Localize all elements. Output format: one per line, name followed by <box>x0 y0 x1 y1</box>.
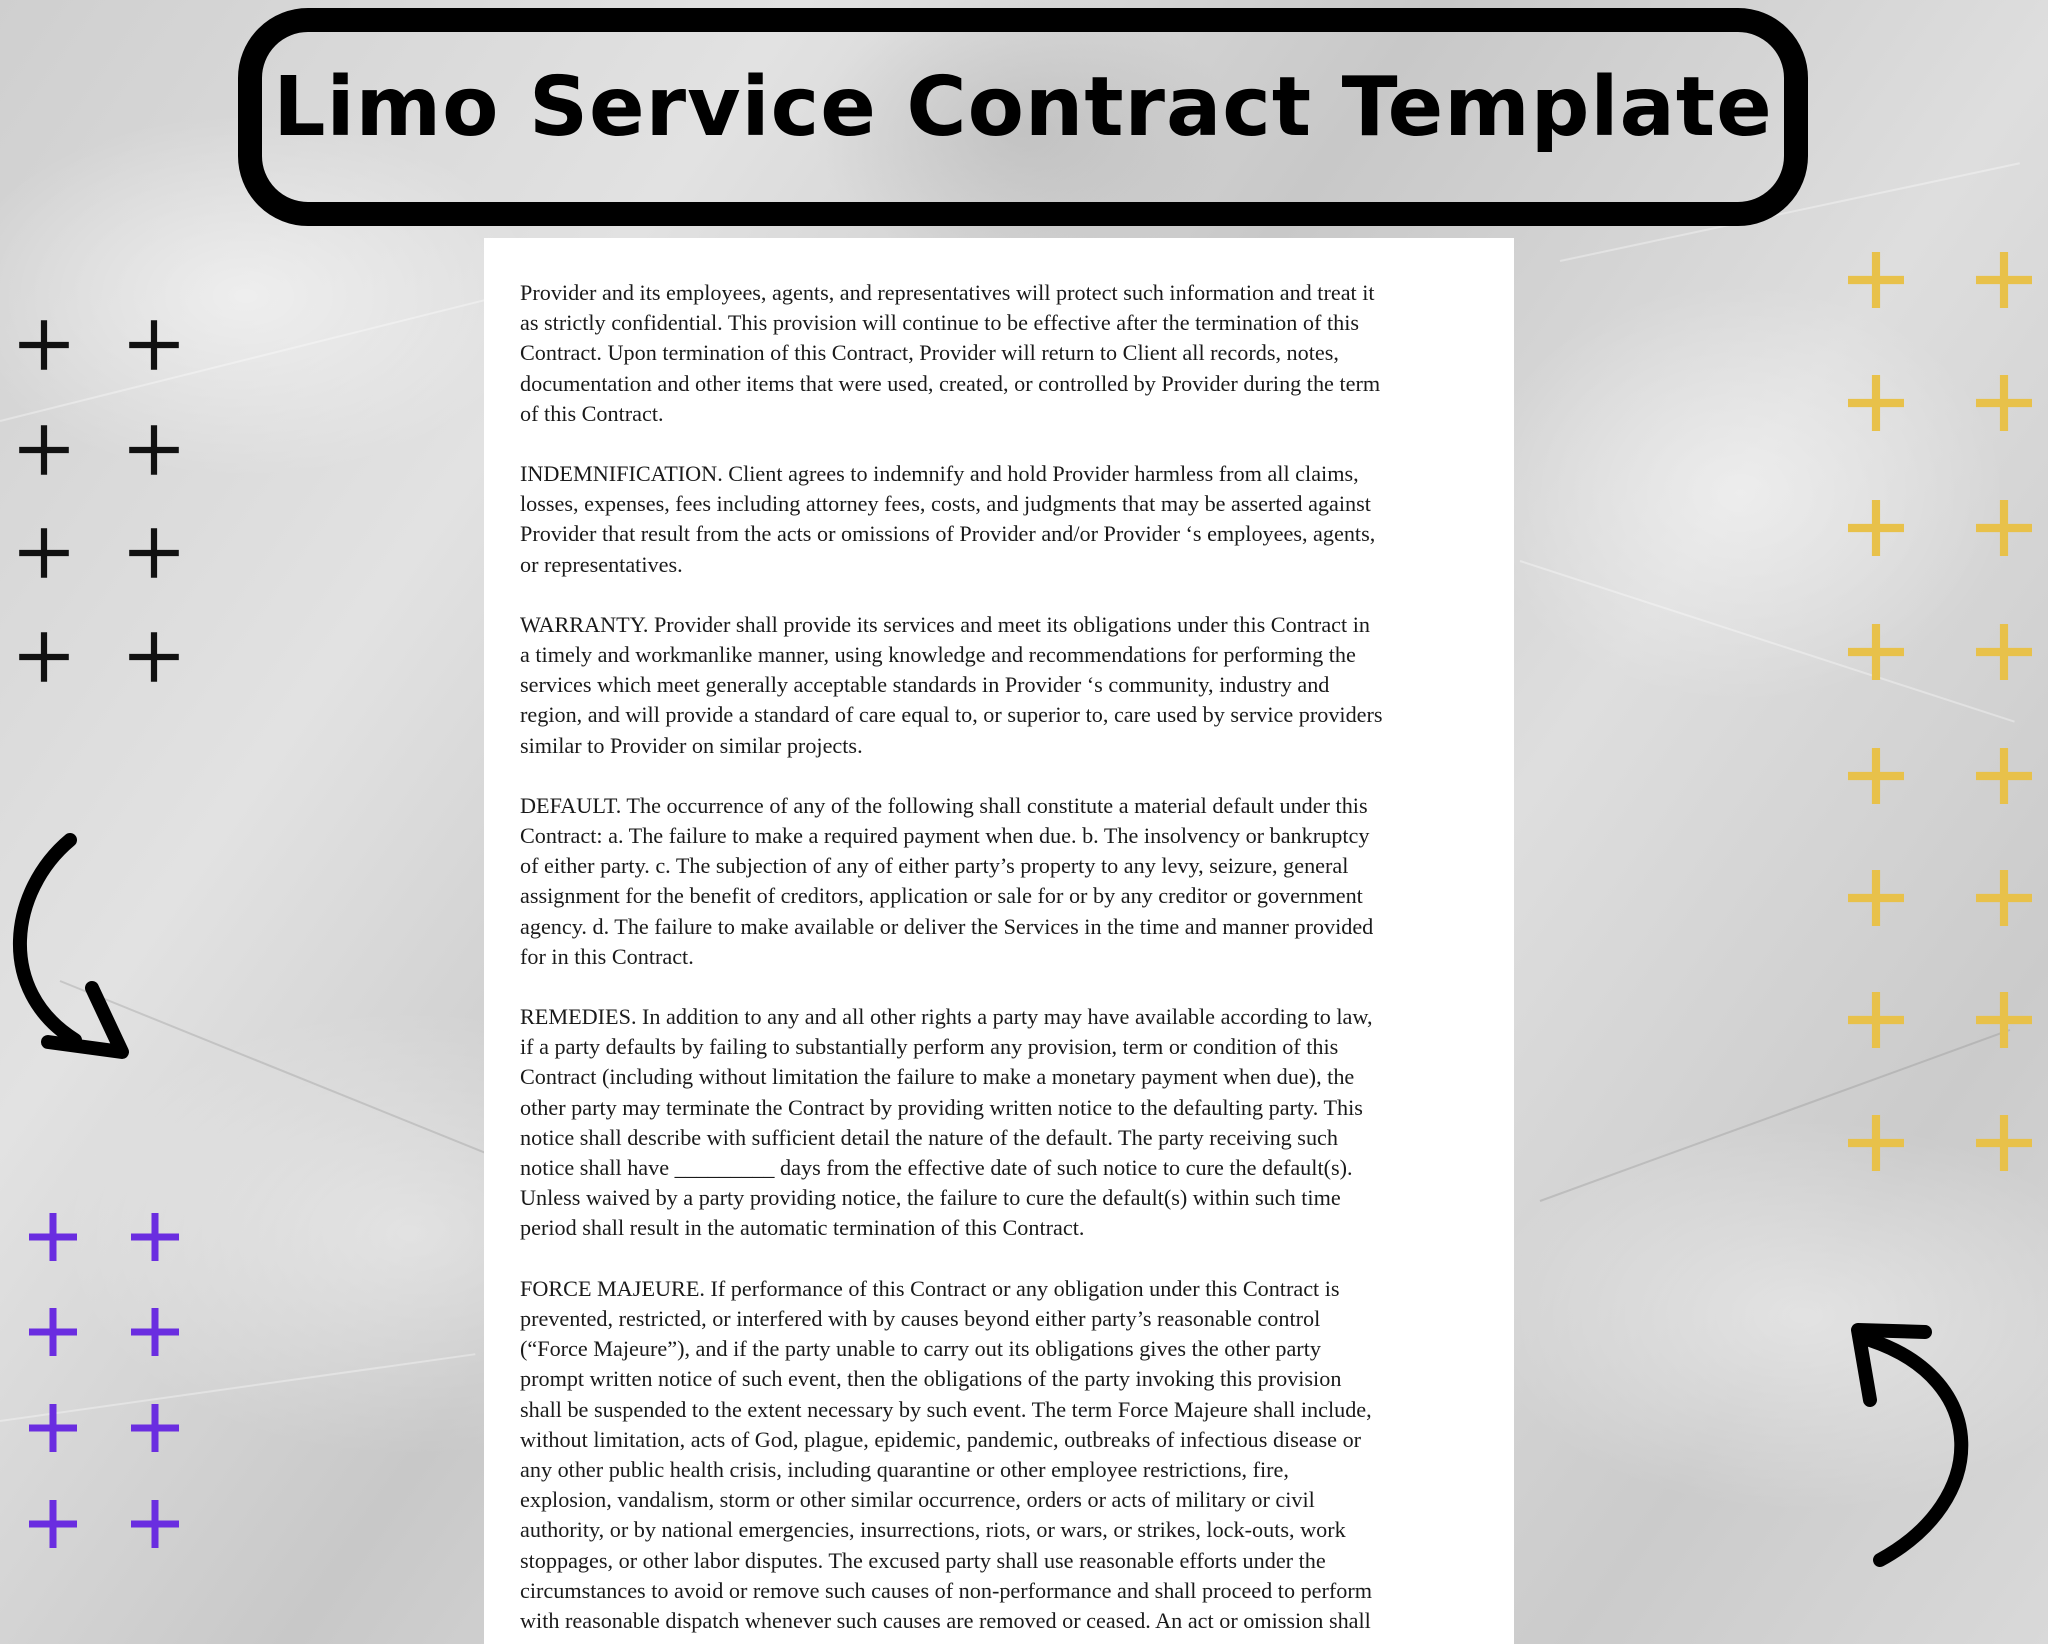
paragraph-line: (“Force Majeure”), and if the party unable to carry out its obligations gives the other party <box>520 1336 1321 1362</box>
paragraph-line: period shall result in the automatic termination of this Contract. <box>520 1215 1085 1241</box>
plus-icon <box>13 314 75 376</box>
paragraph-line: authority, or by national emergencies, insurrections, riots, or wars, or strikes, lock-outs, work <box>520 1517 1346 1543</box>
curved-arrow-down-icon <box>0 830 150 1060</box>
plus-icon <box>23 1398 83 1458</box>
paragraph-line: DEFAULT. The occurrence of any of the following shall constitute a material default under this <box>520 792 1368 818</box>
contract-paragraph <box>520 459 1494 580</box>
plus-icon <box>1841 1108 1911 1178</box>
paragraph-line: a timely and workmanlike manner, using knowledge and recommendations for performing the <box>520 642 1356 668</box>
plus-icon <box>125 1302 185 1362</box>
paragraph-line: prompt written notice of such event, then the obligations of the party invoking this provision <box>520 1366 1342 1392</box>
plus-icon <box>1841 368 1911 438</box>
plus-icon <box>23 1207 83 1267</box>
paragraph-line: agency. d. The failure to make available or deliver the Services in the time and manner provided <box>520 913 1374 939</box>
plus-icon <box>1969 617 2039 687</box>
paragraph-line: as strictly confidential. This provision will continue to be effective after the termination of this <box>520 310 1360 336</box>
paragraph-line: documentation and other items that were used, created, or controlled by Provider during the term <box>520 370 1381 396</box>
paragraph-line: without limitation, acts of God, plague, epidemic, pandemic, outbreaks of infectious disease or <box>520 1426 1362 1452</box>
plus-icon <box>125 1494 185 1554</box>
paragraph-line: FORCE MAJEURE. If performance of this Contract or any obligation under this Contract is <box>520 1275 1340 1301</box>
plus-icon <box>1841 985 1911 1055</box>
paragraph-line: REMEDIES. In addition to any and all other rights a party may have available according to law, <box>520 1004 1373 1030</box>
paragraph-line: prevented, restricted, or interfered with by causes beyond either party’s reasonable control <box>520 1305 1321 1331</box>
plus-icon <box>23 1302 83 1362</box>
plus-icon <box>123 626 185 688</box>
paragraph-line: for in this Contract. <box>520 943 694 969</box>
paper-crease <box>1540 1029 2011 1202</box>
paragraph-line: Provider that result from the acts or omissions of Provider and/or Provider ‘s employees, agents, <box>520 521 1376 547</box>
paragraph-line: explosion, vandalism, storm or other similar occurrence, orders or acts of military or civil <box>520 1487 1315 1513</box>
contract-paragraph <box>520 791 1494 972</box>
paragraph-line: notice shall describe with sufficient detail the nature of the default. The party receiving such <box>520 1124 1338 1150</box>
plus-icon <box>13 626 75 688</box>
plus-icon <box>23 1494 83 1554</box>
paper-crease <box>1520 560 2015 723</box>
document-page <box>484 238 1514 1644</box>
paragraph-line: assignment for the benefit of creditors, application or sale for or by any creditor or government <box>520 883 1363 909</box>
paragraph-line: losses, expenses, fees including attorney fees, costs, and judgments that may be asserted against <box>520 491 1371 517</box>
plus-icon <box>1841 493 1911 563</box>
paragraph-line: similar to Provider on similar projects. <box>520 732 863 758</box>
plus-icon <box>125 1207 185 1267</box>
plus-icon <box>1969 493 2039 563</box>
paragraph-line: circumstances to avoid or remove such causes of non-performance and shall proceed to perform <box>520 1577 1373 1603</box>
paragraph-line: Contract: a. The failure to make a required payment when due. b. The insolvency or bankruptcy <box>520 823 1370 849</box>
plus-icon <box>13 522 75 584</box>
contract-paragraph <box>520 1274 1494 1636</box>
contract-paragraph <box>520 610 1494 761</box>
title-banner <box>238 8 1808 226</box>
plus-icon <box>1841 741 1911 811</box>
plus-icon <box>1969 245 2039 315</box>
plus-icon <box>123 522 185 584</box>
plus-icon <box>1969 741 2039 811</box>
paragraph-line: Contract. Upon termination of this Contract, Provider will return to Client all records, notes, <box>520 340 1339 366</box>
contract-paragraph <box>520 278 1494 429</box>
plus-icon <box>13 419 75 481</box>
plus-icon <box>1969 863 2039 933</box>
plus-icon <box>123 314 185 376</box>
paragraph-line: or representatives. <box>520 551 683 577</box>
plus-icon <box>1841 245 1911 315</box>
paragraph-line: region, and will provide a standard of care equal to, or superior to, care used by service providers <box>520 702 1383 728</box>
paragraph-line: any other public health crisis, including quarantine or other employee restrictions, fire, <box>520 1456 1289 1482</box>
paragraph-line: of this Contract. <box>520 400 664 426</box>
plus-icon <box>1841 617 1911 687</box>
plus-icon <box>1969 368 2039 438</box>
plus-icon <box>1969 985 2039 1055</box>
paragraph-line: WARRANTY. Provider shall provide its services and meet its obligations under this Contract in <box>520 611 1370 637</box>
page-title: Limo Service Contract Template <box>273 59 1773 155</box>
paragraph-line: if a party defaults by failing to substantially perform any provision, term or condition of this <box>520 1034 1339 1060</box>
paragraph-line: stoppages, or other labor disputes. The excused party shall use reasonable efforts under the <box>520 1547 1326 1573</box>
paragraph-line: shall be suspended to the extent necessary by such event. The term Force Majeure shall include, <box>520 1396 1372 1422</box>
plus-icon <box>1841 863 1911 933</box>
paragraph-line: INDEMNIFICATION. Client agrees to indemnify and hold Provider harmless from all claims, <box>520 461 1359 487</box>
paragraph-line: with reasonable dispatch whenever such causes are removed or ceased. An act or omission shall <box>520 1607 1371 1633</box>
paragraph-line: Provider and its employees, agents, and representatives will protect such information and treat it <box>520 280 1375 305</box>
paragraph-line: other party may terminate the Contract by providing written notice to the defaulting party. This <box>520 1094 1363 1120</box>
paragraph-line: Unless waived by a party providing notice, the failure to cure the default(s) within such time <box>520 1185 1341 1211</box>
plus-icon <box>125 1398 185 1458</box>
plus-icon <box>123 419 185 481</box>
plus-icon <box>1969 1108 2039 1178</box>
paragraph-line: services which meet generally acceptable standards in Provider ‘s community, industry and <box>520 672 1330 698</box>
paragraph-line: Contract (including without limitation the failure to make a monetary payment when due), the <box>520 1064 1355 1090</box>
paragraph-line: notice shall have _________ days from the effective date of such notice to cure the default(s). <box>520 1155 1353 1181</box>
curved-arrow-up-icon <box>1840 1310 2020 1580</box>
paper-crease <box>0 294 505 422</box>
contract-paragraph <box>520 1002 1494 1244</box>
paragraph-line: of either party. c. The subjection of any of either party’s property to any levy, seizure, general <box>520 853 1349 879</box>
